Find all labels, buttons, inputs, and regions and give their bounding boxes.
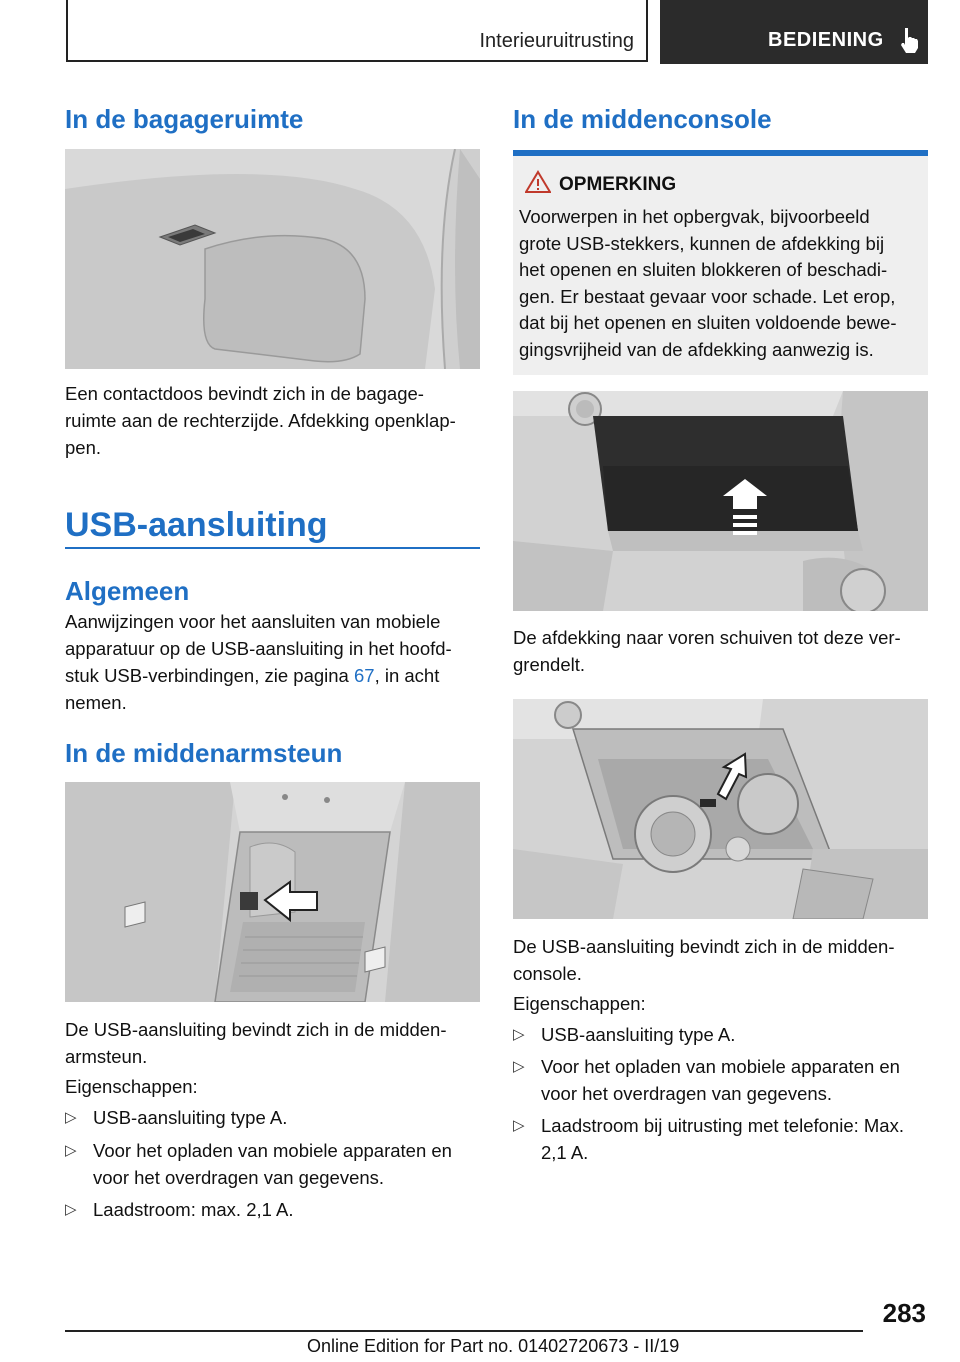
heading-bagageruimte: In de bagageruimte (65, 104, 304, 134)
note-accent-bar (513, 150, 928, 156)
paragraph-bagage: Een contactdoos bevindt zich in de bagage- ruimte aan de rechterzijde. Afdekking openklap- pen. (65, 383, 456, 458)
eigenschappen-label-right: Eigenschappen: (513, 993, 646, 1014)
page-number: 283 (882, 1298, 926, 1328)
footer-divider (65, 1330, 863, 1332)
header-chapter-title: BEDIENING (768, 29, 884, 51)
figure-trunk-socket (65, 149, 480, 369)
paragraph-armsteun: De USB-aansluiting bevindt zich in de midden- armsteun. (65, 1019, 447, 1067)
warning-note (513, 150, 928, 375)
heading-middenarmsteun: In de middenarmsteun (65, 738, 343, 768)
triangle-bullet-icon: ▷ (513, 1026, 525, 1043)
header-section-tab (66, 0, 648, 62)
paragraph-schuiven: De afdekking naar voren schuiven tot deze ver- grendelt. (513, 627, 901, 675)
header-section-title: Interieuruitrusting (479, 30, 634, 52)
warning-triangle-icon (525, 170, 551, 194)
note-body: Voorwerpen in het opbergvak, bijvoorbeeld grote USB-stekkers, kunnen de afdekking bij het openen en sluiten blokkeren of beschadi- gen. Er bestaat gevaar voor schade. Let erop, dat bij het openen en sluiten voldoende bewe- gingsvrijheid van de afdekking aanwezig is. (519, 206, 897, 360)
triangle-bullet-icon: ▷ (513, 1117, 525, 1134)
heading-underline (65, 547, 480, 549)
figure-console-cover-slide (513, 391, 928, 611)
note-title: OPMERKING (559, 174, 677, 195)
figure-console-usb (513, 699, 928, 919)
paragraph-algemeen: Aanwijzingen voor het aansluiten van mobiele apparatuur op de USB-aansluiting in het hoofd- stuk USB-verbindingen, zie pagina 67, in acht nemen. (65, 611, 452, 713)
triangle-bullet-icon: ▷ (65, 1201, 77, 1218)
eigenschappen-label-left: Eigenschappen: (65, 1076, 198, 1097)
heading-algemeen: Algemeen (65, 576, 190, 606)
footer-edition: Online Edition for Part no. 01402720673 - II/19 (307, 1336, 680, 1356)
page-link[interactable]: 67 (353, 665, 375, 686)
triangle-bullet-icon: ▷ (513, 1058, 525, 1075)
page-header (66, 0, 928, 64)
paragraph-console: De USB-aansluiting bevindt zich in de midden- console. (513, 936, 895, 984)
pointing-hand-icon (896, 26, 922, 54)
header-chapter-tab (660, 0, 928, 64)
triangle-bullet-icon: ▷ (65, 1142, 77, 1159)
heading-usb-aansluiting: USB-aansluiting (65, 506, 328, 544)
figure-armrest-usb (65, 782, 480, 1002)
triangle-bullet-icon: ▷ (65, 1109, 77, 1126)
heading-middenconsole: In de middenconsole (513, 104, 772, 134)
